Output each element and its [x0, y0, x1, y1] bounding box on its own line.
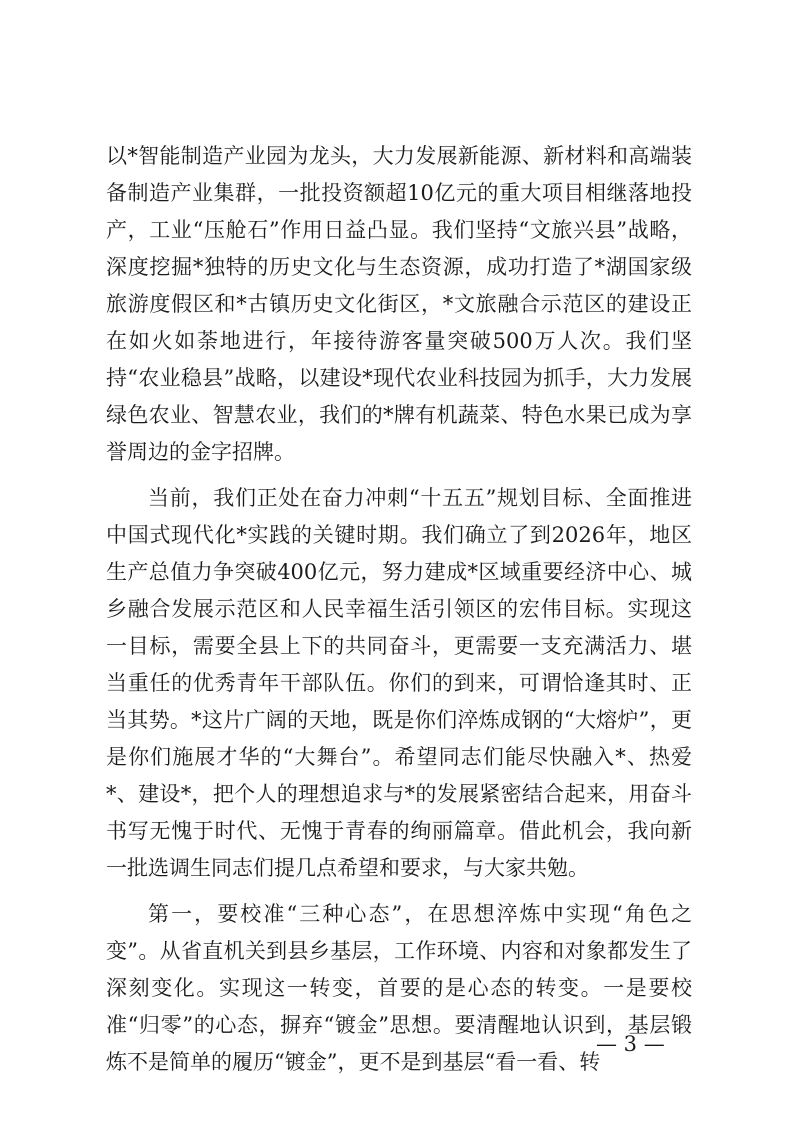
paragraph-2: 当前，我们正处在奋力冲刺“十五五”规划目标、全面推进中国式现代化*实践的关键时期。我们确立了到2026年，地区生产总值力争突破400亿元，努力建成*区域重要经济中心、城乡融合发展示范区和人民幸福生活引领区的宏伟目标。实现这一目标，需要全县上下的共同奋斗，更需要一支充满活力、堪当重任的优秀青年干部队伍。你们的到来，可谓恰逢其时、正当其势。*这片广阔的天地，既是你们淬炼成钢的“大熔炉”，更是你们施展才华的“大舞台”。希望同志们能尽快融入*、热爱*、建设*，把个人的理想追求与*的发展紧密结合起来，用奋斗书写无愧于时代、无愧于青春的绚丽篇章。借此机会，我向新一批选调生同志们提几点希望和要求，与大家共勉。 [106, 486, 692, 880]
body-text [106, 138, 692, 1090]
paragraph-1: 以*智能制造产业园为龙头，大力发展新能源、新材料和高端装备制造产业集群，一批投资额超10亿元的重大项目相继落地投产，工业“压舱石”作用日益凸显。我们坚持“文旅兴县”战略，深度挖掘*独特的历史文化与生态资源，成功打造了*湖国家级旅游度假区和*古镇历史文化街区，*文旅融合示范区的建设正在如火如荼地进行，年接待游客量突破500万人次。我们坚持“农业稳县”战略，以建设*现代农业科技园为抓手，大力发展绿色农业、智慧农业，我们的*牌有机蔬菜、特色水果已成为享誉周边的金字招牌。 [106, 144, 692, 464]
paragraph-3: 第一，要校准“三种心态”，在思想淬炼中实现“角色之变”。从省直机关到县乡基层，工作环境、内容和对象都发生了深刻变化。实现这一转变，首要的是心态的转变。一是要校准“归零”的心态，摒弃“镀金”思想。要清醒地认识到，基层锻炼不是简单的履历“镀金”，更不是到基层“看一看、转 [106, 902, 692, 1074]
page-number: — 3 — [596, 1032, 665, 1056]
